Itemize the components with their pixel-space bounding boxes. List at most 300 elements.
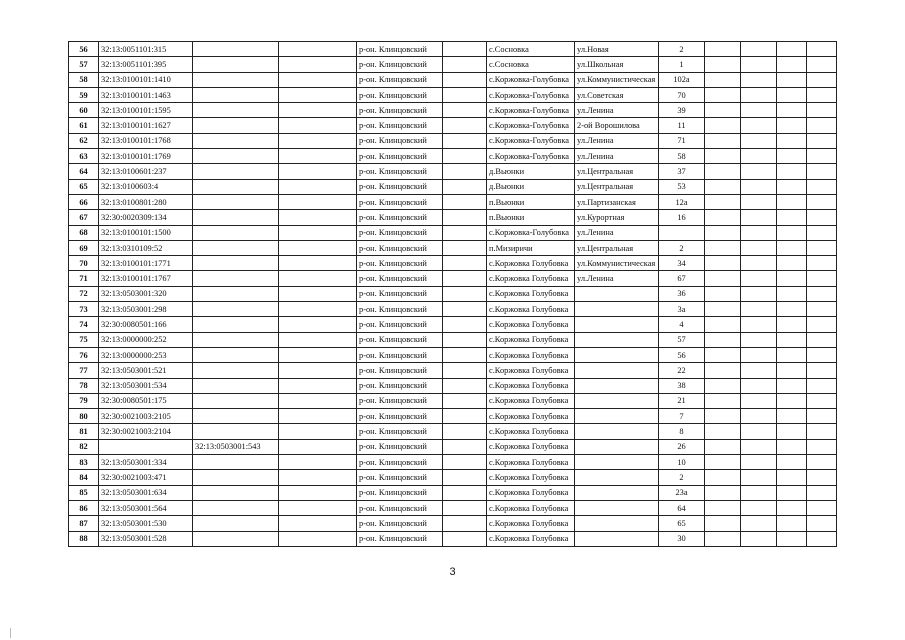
empty-cell xyxy=(705,347,741,362)
cadastral-number-cell: 32:13:0503001:634 xyxy=(99,485,193,500)
table-row xyxy=(69,332,837,347)
street-cell: ул.Школьная xyxy=(575,57,659,72)
empty-cell xyxy=(741,485,777,500)
house-number-cell: 38 xyxy=(659,378,705,393)
table-row xyxy=(69,256,837,271)
empty-cell xyxy=(705,393,741,408)
district-cell: р-он. Клинцовский xyxy=(357,455,443,470)
empty-cell xyxy=(443,439,487,454)
cadastral-number-alt-cell xyxy=(193,225,279,240)
empty-cell xyxy=(705,302,741,317)
cadastral-number-alt-cell xyxy=(193,470,279,485)
cadastral-number-cell: 32:13:0100101:1771 xyxy=(99,256,193,271)
street-cell xyxy=(575,516,659,531)
empty-cell xyxy=(741,42,777,57)
empty-cell xyxy=(279,317,357,332)
settlement-cell: с.Коржовка Голубовка xyxy=(487,332,575,347)
house-number-cell: 102а xyxy=(659,72,705,87)
table-row xyxy=(69,347,837,362)
street-cell xyxy=(575,317,659,332)
cadastral-number-cell: 32:13:0100101:1595 xyxy=(99,103,193,118)
table-row xyxy=(69,455,837,470)
empty-cell xyxy=(279,516,357,531)
district-cell: р-он. Клинцовский xyxy=(357,57,443,72)
settlement-cell: с.Коржовка Голубовка xyxy=(487,317,575,332)
empty-cell xyxy=(741,363,777,378)
empty-cell xyxy=(777,271,807,286)
cadastral-number-alt-cell xyxy=(193,317,279,332)
empty-cell xyxy=(279,286,357,301)
cadastral-number-cell: 32:13:0503001:530 xyxy=(99,516,193,531)
street-cell xyxy=(575,409,659,424)
cadastral-number-cell: 32:13:0100601:237 xyxy=(99,164,193,179)
empty-cell xyxy=(777,256,807,271)
cadastral-number-alt-cell xyxy=(193,516,279,531)
empty-cell xyxy=(807,57,837,72)
empty-cell xyxy=(705,485,741,500)
empty-cell xyxy=(279,179,357,194)
empty-cell xyxy=(777,194,807,209)
empty-cell xyxy=(741,225,777,240)
empty-cell xyxy=(741,409,777,424)
cadastral-number-alt-cell xyxy=(193,286,279,301)
empty-cell xyxy=(705,72,741,87)
empty-cell xyxy=(443,531,487,546)
house-number-cell: 56 xyxy=(659,347,705,362)
empty-cell xyxy=(443,332,487,347)
district-cell: р-он. Клинцовский xyxy=(357,194,443,209)
empty-cell xyxy=(807,87,837,102)
empty-cell xyxy=(777,531,807,546)
cadastral-number-alt-cell xyxy=(193,57,279,72)
settlement-cell: д.Вьюнки xyxy=(487,179,575,194)
empty-cell xyxy=(807,347,837,362)
empty-cell xyxy=(443,72,487,87)
cadastral-number-alt-cell xyxy=(193,133,279,148)
empty-cell xyxy=(705,455,741,470)
empty-cell xyxy=(741,378,777,393)
street-cell xyxy=(575,378,659,393)
district-cell: р-он. Клинцовский xyxy=(357,164,443,179)
table-row xyxy=(69,302,837,317)
street-cell: 2-ой Ворошилова xyxy=(575,118,659,133)
empty-cell xyxy=(807,393,837,408)
cadastral-number-alt-cell xyxy=(193,179,279,194)
row-number-cell: 66 xyxy=(69,194,99,209)
row-number-cell: 76 xyxy=(69,347,99,362)
empty-cell xyxy=(741,103,777,118)
district-cell: р-он. Клинцовский xyxy=(357,302,443,317)
cadastral-number-cell: 32:13:0100101:1500 xyxy=(99,225,193,240)
empty-cell xyxy=(777,409,807,424)
cadastral-number-alt-cell xyxy=(193,378,279,393)
district-cell: р-он. Клинцовский xyxy=(357,409,443,424)
empty-cell xyxy=(807,42,837,57)
street-cell: ул.Ленина xyxy=(575,225,659,240)
empty-cell xyxy=(705,332,741,347)
street-cell: ул.Новая xyxy=(575,42,659,57)
house-number-cell: 37 xyxy=(659,164,705,179)
settlement-cell: п.Вьюнки xyxy=(487,194,575,209)
cadastral-number-cell: 32:13:0100101:1627 xyxy=(99,118,193,133)
street-cell xyxy=(575,470,659,485)
house-number-cell: 26 xyxy=(659,439,705,454)
cadastral-number-cell: 32:13:0100101:1769 xyxy=(99,149,193,164)
settlement-cell: с.Коржовка Голубовка xyxy=(487,302,575,317)
table-row xyxy=(69,72,837,87)
street-cell: ул.Ленина xyxy=(575,133,659,148)
cadastral-number-cell: 32:13:0503001:534 xyxy=(99,378,193,393)
empty-cell xyxy=(807,470,837,485)
cadastral-number-alt-cell xyxy=(193,332,279,347)
empty-cell xyxy=(279,393,357,408)
empty-cell xyxy=(705,133,741,148)
empty-cell xyxy=(443,118,487,133)
street-cell: ул.Курортная xyxy=(575,210,659,225)
empty-cell xyxy=(777,439,807,454)
empty-cell xyxy=(443,286,487,301)
empty-cell xyxy=(807,302,837,317)
empty-cell xyxy=(807,531,837,546)
settlement-cell: с.Коржовка-Голубовка xyxy=(487,225,575,240)
cadastral-number-cell: 32:13:0503001:298 xyxy=(99,302,193,317)
empty-cell xyxy=(705,363,741,378)
empty-cell xyxy=(443,455,487,470)
empty-cell xyxy=(705,500,741,515)
table-row xyxy=(69,424,837,439)
cadastral-number-alt-cell xyxy=(193,409,279,424)
empty-cell xyxy=(279,424,357,439)
empty-cell xyxy=(443,87,487,102)
row-number-cell: 68 xyxy=(69,225,99,240)
empty-cell xyxy=(443,240,487,255)
page-number: 3 xyxy=(449,566,456,578)
table-row xyxy=(69,500,837,515)
empty-cell xyxy=(705,470,741,485)
house-number-cell: 21 xyxy=(659,393,705,408)
table-row xyxy=(69,485,837,500)
row-number-cell: 75 xyxy=(69,332,99,347)
cadastral-number-cell: 32:30:0080501:166 xyxy=(99,317,193,332)
empty-cell xyxy=(741,516,777,531)
cadastral-number-cell: 32:13:0310109:52 xyxy=(99,240,193,255)
cadastral-number-alt-cell xyxy=(193,149,279,164)
empty-cell xyxy=(279,271,357,286)
empty-cell xyxy=(279,531,357,546)
district-cell: р-он. Клинцовский xyxy=(357,531,443,546)
table-row xyxy=(69,363,837,378)
empty-cell xyxy=(807,240,837,255)
empty-cell xyxy=(279,500,357,515)
empty-cell xyxy=(777,149,807,164)
empty-cell xyxy=(443,103,487,118)
empty-cell xyxy=(741,118,777,133)
row-number-cell: 83 xyxy=(69,455,99,470)
empty-cell xyxy=(705,286,741,301)
cadastral-number-alt-cell xyxy=(193,210,279,225)
cadastral-number-cell: 32:13:0503001:521 xyxy=(99,363,193,378)
empty-cell xyxy=(807,332,837,347)
empty-cell xyxy=(741,240,777,255)
street-cell xyxy=(575,393,659,408)
street-cell xyxy=(575,302,659,317)
house-number-cell: 2 xyxy=(659,42,705,57)
empty-cell xyxy=(443,225,487,240)
cadastral-number-cell: 32:13:0100801:280 xyxy=(99,194,193,209)
street-cell xyxy=(575,424,659,439)
cadastral-number-alt-cell xyxy=(193,87,279,102)
row-number-cell: 58 xyxy=(69,72,99,87)
settlement-cell: с.Коржовка Голубовка xyxy=(487,439,575,454)
empty-cell xyxy=(777,317,807,332)
empty-cell xyxy=(807,500,837,515)
cadastral-number-alt-cell xyxy=(193,194,279,209)
table-row xyxy=(69,149,837,164)
empty-cell xyxy=(279,470,357,485)
empty-cell xyxy=(741,332,777,347)
row-number-cell: 61 xyxy=(69,118,99,133)
empty-cell xyxy=(705,42,741,57)
table-row xyxy=(69,57,837,72)
row-number-cell: 62 xyxy=(69,133,99,148)
empty-cell xyxy=(705,149,741,164)
settlement-cell: с.Коржовка Голубовка xyxy=(487,470,575,485)
empty-cell xyxy=(741,393,777,408)
empty-cell xyxy=(777,42,807,57)
street-cell xyxy=(575,500,659,515)
cadastral-number-cell: 32:13:0503001:528 xyxy=(99,531,193,546)
cadastral-number-cell: 32:13:0503001:334 xyxy=(99,455,193,470)
district-cell: р-он. Клинцовский xyxy=(357,286,443,301)
street-cell xyxy=(575,439,659,454)
empty-cell xyxy=(705,271,741,286)
street-cell xyxy=(575,347,659,362)
cadastral-number-cell: 32:13:0100101:1768 xyxy=(99,133,193,148)
empty-cell xyxy=(705,118,741,133)
empty-cell xyxy=(741,439,777,454)
row-number-cell: 87 xyxy=(69,516,99,531)
table-row xyxy=(69,393,837,408)
house-number-cell: 12а xyxy=(659,194,705,209)
empty-cell xyxy=(807,149,837,164)
cadastral-number-alt-cell xyxy=(193,531,279,546)
house-number-cell: 57 xyxy=(659,332,705,347)
empty-cell xyxy=(777,363,807,378)
empty-cell xyxy=(279,225,357,240)
empty-cell xyxy=(279,210,357,225)
registry-table xyxy=(68,41,837,547)
house-number-cell: 34 xyxy=(659,256,705,271)
cadastral-number-alt-cell xyxy=(193,103,279,118)
cadastral-number-cell: 32:13:0051101:395 xyxy=(99,57,193,72)
empty-cell xyxy=(443,194,487,209)
district-cell: р-он. Клинцовский xyxy=(357,439,443,454)
settlement-cell: п.Вьюнки xyxy=(487,210,575,225)
empty-cell xyxy=(777,332,807,347)
empty-cell xyxy=(279,240,357,255)
district-cell: р-он. Клинцовский xyxy=(357,87,443,102)
empty-cell xyxy=(741,317,777,332)
row-number-cell: 64 xyxy=(69,164,99,179)
cadastral-number-alt-cell xyxy=(193,347,279,362)
empty-cell xyxy=(279,133,357,148)
empty-cell xyxy=(279,87,357,102)
empty-cell xyxy=(705,531,741,546)
cadastral-number-cell: 32:13:0000000:252 xyxy=(99,332,193,347)
street-cell: ул.Коммунистическая xyxy=(575,256,659,271)
cadastral-number-cell: 32:13:0503001:320 xyxy=(99,286,193,301)
empty-cell xyxy=(777,133,807,148)
empty-cell xyxy=(443,409,487,424)
house-number-cell: 58 xyxy=(659,149,705,164)
empty-cell xyxy=(443,256,487,271)
district-cell: р-он. Клинцовский xyxy=(357,470,443,485)
empty-cell xyxy=(777,57,807,72)
row-number-cell: 57 xyxy=(69,57,99,72)
settlement-cell: с.Коржовка-Голубовка xyxy=(487,103,575,118)
empty-cell xyxy=(807,378,837,393)
cadastral-number-cell: 32:13:0100603:4 xyxy=(99,179,193,194)
house-number-cell xyxy=(659,225,705,240)
cadastral-number-cell: 32:13:0100101:1767 xyxy=(99,271,193,286)
settlement-cell: д.Вьюнки xyxy=(487,164,575,179)
empty-cell xyxy=(807,286,837,301)
house-number-cell: 71 xyxy=(659,133,705,148)
margin-mark xyxy=(10,628,12,638)
empty-cell xyxy=(807,455,837,470)
empty-cell xyxy=(279,363,357,378)
empty-cell xyxy=(279,332,357,347)
empty-cell xyxy=(807,225,837,240)
cadastral-number-cell: 32:30:0021003:2105 xyxy=(99,409,193,424)
cadastral-number-alt-cell xyxy=(193,42,279,57)
empty-cell xyxy=(741,164,777,179)
house-number-cell: 65 xyxy=(659,516,705,531)
empty-cell xyxy=(279,439,357,454)
empty-cell xyxy=(705,317,741,332)
table-row xyxy=(69,225,837,240)
empty-cell xyxy=(777,103,807,118)
settlement-cell: с.Коржовка Голубовка xyxy=(487,393,575,408)
empty-cell xyxy=(741,133,777,148)
empty-cell xyxy=(741,531,777,546)
empty-cell xyxy=(741,149,777,164)
district-cell: р-он. Клинцовский xyxy=(357,42,443,57)
cadastral-number-alt-cell xyxy=(193,424,279,439)
empty-cell xyxy=(705,439,741,454)
empty-cell xyxy=(741,424,777,439)
settlement-cell: с.Коржовка Голубовка xyxy=(487,286,575,301)
settlement-cell: с.Сосновка xyxy=(487,42,575,57)
cadastral-number-cell: 32:13:0000000:253 xyxy=(99,347,193,362)
street-cell xyxy=(575,363,659,378)
table-row xyxy=(69,118,837,133)
empty-cell xyxy=(705,57,741,72)
empty-cell xyxy=(777,72,807,87)
house-number-cell: 7 xyxy=(659,409,705,424)
empty-cell xyxy=(807,485,837,500)
house-number-cell: 3а xyxy=(659,302,705,317)
district-cell: р-он. Клинцовский xyxy=(357,240,443,255)
empty-cell xyxy=(443,271,487,286)
empty-cell xyxy=(443,42,487,57)
empty-cell xyxy=(705,164,741,179)
house-number-cell: 70 xyxy=(659,87,705,102)
house-number-cell: 53 xyxy=(659,179,705,194)
empty-cell xyxy=(443,485,487,500)
table-row xyxy=(69,87,837,102)
empty-cell xyxy=(807,317,837,332)
row-number-cell: 59 xyxy=(69,87,99,102)
empty-cell xyxy=(443,500,487,515)
row-number-cell: 73 xyxy=(69,302,99,317)
district-cell: р-он. Клинцовский xyxy=(357,118,443,133)
empty-cell xyxy=(443,210,487,225)
empty-cell xyxy=(279,149,357,164)
table-row xyxy=(69,271,837,286)
empty-cell xyxy=(777,378,807,393)
district-cell: р-он. Клинцовский xyxy=(357,225,443,240)
empty-cell xyxy=(741,87,777,102)
settlement-cell: с.Коржовка Голубовка xyxy=(487,516,575,531)
empty-cell xyxy=(279,103,357,118)
district-cell: р-он. Клинцовский xyxy=(357,332,443,347)
empty-cell xyxy=(443,470,487,485)
empty-cell xyxy=(777,118,807,133)
row-number-cell: 71 xyxy=(69,271,99,286)
table-row xyxy=(69,164,837,179)
empty-cell xyxy=(279,118,357,133)
empty-cell xyxy=(741,286,777,301)
street-cell: ул.Центральная xyxy=(575,179,659,194)
street-cell: ул.Партизанская xyxy=(575,194,659,209)
cadastral-number-alt-cell xyxy=(193,164,279,179)
row-number-cell: 65 xyxy=(69,179,99,194)
house-number-cell: 39 xyxy=(659,103,705,118)
district-cell: р-он. Клинцовский xyxy=(357,256,443,271)
empty-cell xyxy=(807,72,837,87)
table-row xyxy=(69,133,837,148)
cadastral-number-cell: 32:13:0100101:1463 xyxy=(99,87,193,102)
street-cell: ул.Центральная xyxy=(575,240,659,255)
district-cell: р-он. Клинцовский xyxy=(357,485,443,500)
table-row xyxy=(69,194,837,209)
empty-cell xyxy=(705,424,741,439)
empty-cell xyxy=(705,240,741,255)
table-row xyxy=(69,378,837,393)
empty-cell xyxy=(279,164,357,179)
empty-cell xyxy=(741,347,777,362)
empty-cell xyxy=(777,516,807,531)
row-number-cell: 86 xyxy=(69,500,99,515)
empty-cell xyxy=(807,516,837,531)
empty-cell xyxy=(705,179,741,194)
empty-cell xyxy=(279,485,357,500)
empty-cell xyxy=(443,179,487,194)
empty-cell xyxy=(443,424,487,439)
empty-cell xyxy=(777,286,807,301)
table-row xyxy=(69,103,837,118)
district-cell: р-он. Клинцовский xyxy=(357,271,443,286)
empty-cell xyxy=(705,87,741,102)
empty-cell xyxy=(443,393,487,408)
empty-cell xyxy=(741,256,777,271)
street-cell: ул.Ленина xyxy=(575,271,659,286)
settlement-cell: с.Коржовка Голубовка xyxy=(487,424,575,439)
empty-cell xyxy=(443,57,487,72)
cadastral-number-alt-cell: 32:13:0503001:543 xyxy=(193,439,279,454)
settlement-cell: с.Коржовка Голубовка xyxy=(487,485,575,500)
